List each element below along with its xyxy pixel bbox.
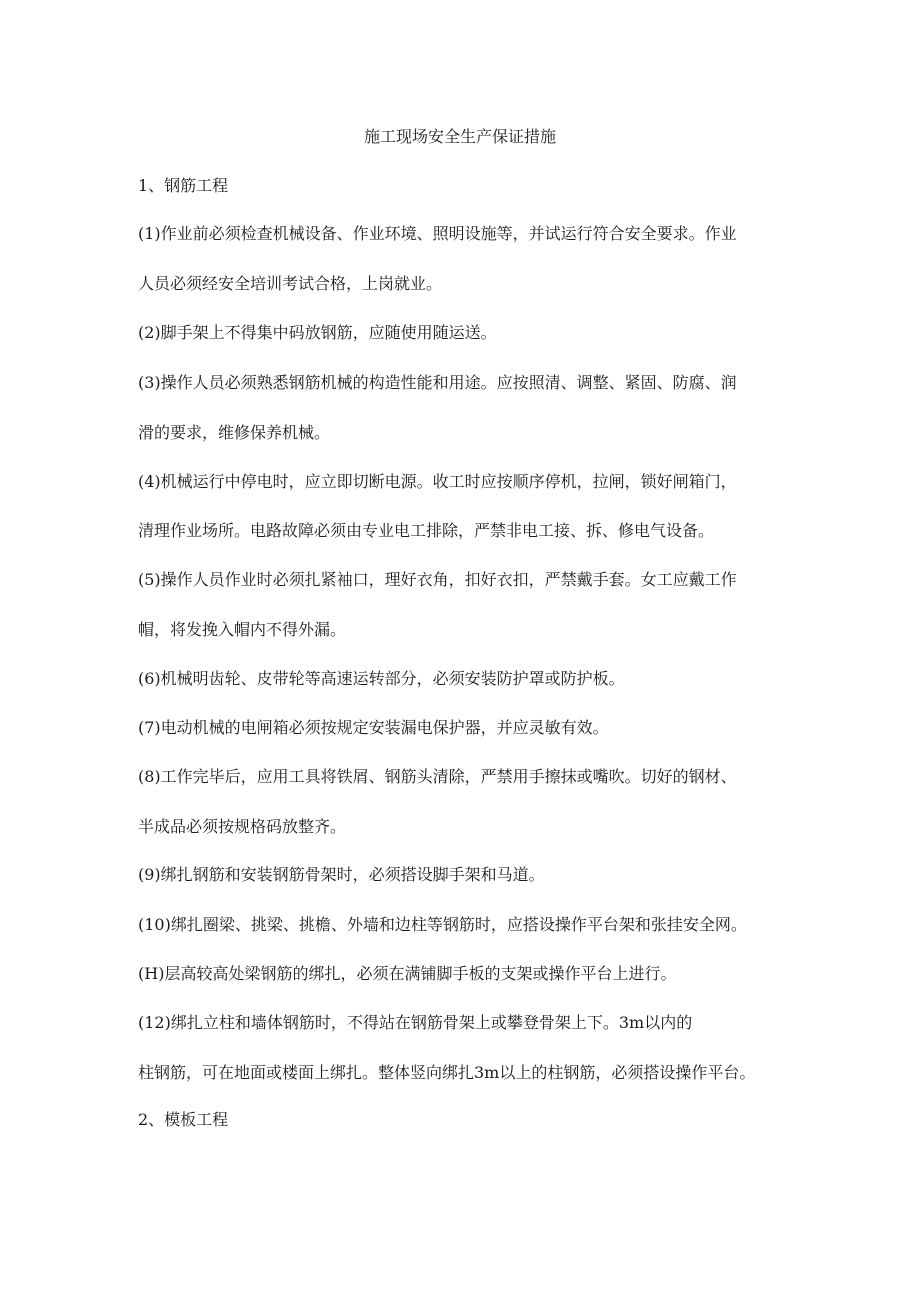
paragraph-line: (4)机械运行中停电时，应立即切断电源。收工时应按顺序停机，拉闸，锁好闸箱门，	[138, 472, 737, 491]
section-heading-rebar: 1、钢筋工程	[138, 176, 229, 195]
paragraph-line: 柱钢筋，可在地面或楼面上绑扎。整体竖向绑扎3m以上的柱钢筋，必须搭设操作平台。	[138, 1063, 756, 1082]
paragraph-line: (8)工作完毕后，应用工具将铁屑、钢筋头清除，严禁用手擦抹或嘴吹。切好的钢材、	[138, 767, 737, 786]
paragraph-line: (3)操作人员必须熟悉钢筋机械的构造性能和用途。应按照清、调整、紧固、防腐、润	[138, 373, 737, 392]
paragraph-line: (6)机械明齿轮、皮带轮等高速运转部分，必须安装防护罩或防护板。	[138, 669, 625, 688]
paragraph-line: (H)层高较高处梁钢筋的绑扎，必须在满铺脚手板的支架或操作平台上进行。	[138, 964, 677, 983]
paragraph-line: (10)绑扎圈梁、挑梁、挑檐、外墙和边柱等钢筋时，应搭设操作平台架和张挂安全网。	[138, 915, 747, 934]
paragraph-line: 帽，将发挽入帽内不得外漏。	[138, 620, 347, 639]
paragraph-line: 人员必须经安全培训考试合格，上岗就业。	[138, 274, 443, 293]
paragraph-line: 清理作业场所。电路故障必须由专业电工排除，严禁非电工接、拆、修电气设备。	[138, 521, 715, 540]
paragraph-line: (12)绑扎立柱和墙体钢筋时，不得站在钢筋骨架上或攀登骨架上下。3m以内的	[138, 1013, 693, 1032]
paragraph-line: (9)绑扎钢筋和安装钢筋骨架时，必须搭设脚手架和马道。	[138, 865, 545, 884]
paragraph-line: (1)作业前必须检查机械设备、作业环境、照明设施等，并试运行符合安全要求。作业	[138, 224, 737, 243]
paragraph-line: (7)电动机械的电闸箱必须按规定安装漏电保护器，并应灵敏有效。	[138, 718, 609, 737]
section-heading-formwork: 2、模板工程	[138, 1110, 229, 1129]
paragraph-line: 滑的要求，维修保养机械。	[138, 423, 331, 442]
paragraph-line: (2)脚手架上不得集中码放钢筋，应随使用随运送。	[138, 323, 497, 342]
paragraph-line: (5)操作人员作业时必须扎紧袖口，理好衣角，扣好衣扣，严禁戴手套。女工应戴工作	[138, 570, 737, 589]
document-title: 施工现场安全生产保证措施	[363, 127, 556, 146]
paragraph-line: 半成品必须按规格码放整齐。	[138, 817, 347, 836]
